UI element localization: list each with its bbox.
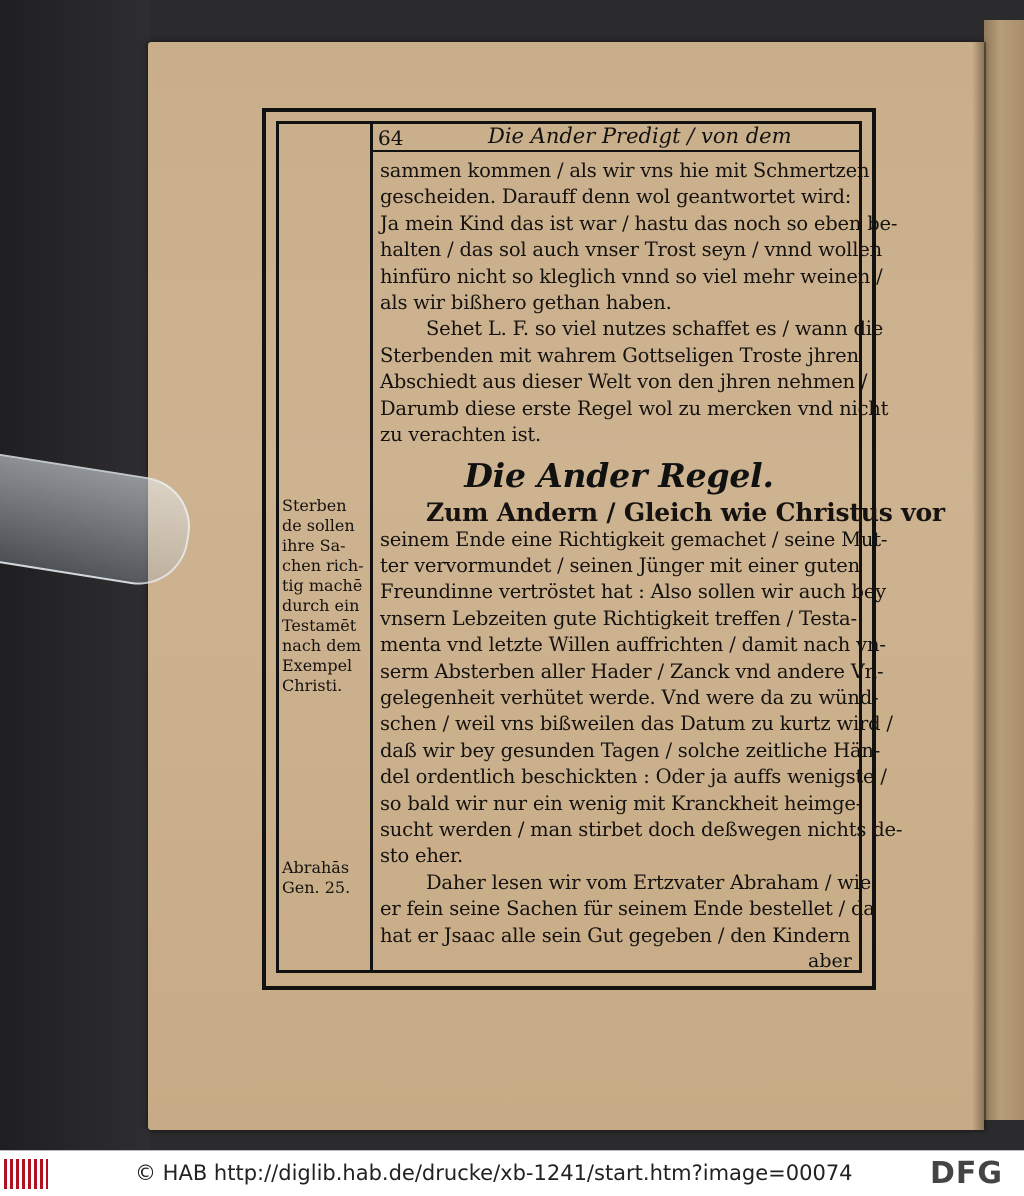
margin-line: chen rich- [282,556,364,575]
text-line: sammen kommen / als wir vns hie mit Schmertzen [380,159,870,182]
viewer-footer [0,1150,1024,1196]
margin-line: de sollen [282,516,355,535]
margin-line: Testamēt [282,616,357,635]
facing-page-edge [984,20,1024,1120]
margin-line: Exempel [282,656,353,675]
text-line: so bald wir nur ein wenig mit Kranckheit heimge- [380,791,863,815]
text-line: hinfüro nicht so kleglich vnnd so viel mehr weinen / [380,264,883,288]
margin-line: Abrahās [282,858,350,877]
text-line: del ordentlich beschickten : Oder ja auffs wenigste / [380,765,887,789]
margin-line: durch ein [282,596,360,615]
text-line: er fein seine Sachen für seinem Ende bestellet / da [380,897,875,921]
text-line: vnsern Lebzeiten gute Richtigkeit treffen / Testa- [380,606,857,630]
text-line: gescheiden. Darauff denn wol geantwortet wird: [380,185,852,209]
text-line: daß wir bey gesunden Tagen / solche zeitliche Hän- [380,738,881,762]
text-line: sucht werden / man stirbet doch deßwegen nichts de- [380,817,903,841]
margin-line: ihre Sa- [282,536,346,555]
text-line: Daher lesen wir vom Ertzvater Abraham / wie [426,870,872,894]
text-line: halten / das sol auch vnser Trost seyn / vnnd wollen [380,238,882,262]
page-number: 64 [378,126,404,150]
text-line: ter vervormundet / seinen Jünger mit einer guten [380,554,860,578]
margin-note-testament [282,496,368,696]
hab-logo-icon[interactable] [4,1159,48,1189]
text-line: Abschiedt aus dieser Welt von den jhren nehmen / [380,370,868,394]
margin-line: Christi. [282,676,343,695]
dfg-logo[interactable]: DFG [930,1156,1004,1191]
text-line: sto eher. [380,844,463,868]
text-line: hat er Jsaac alle sein Gut gegeben / den Kindern [380,923,851,947]
margin-line: Sterben [282,496,347,515]
text-line: Darumb diese erste Regel wol zu mercken vnd nicht [380,396,889,420]
text-line: menta vnd letzte Willen auffrichten / damit nach vn- [380,633,886,657]
text-line: seinem Ende eine Richtigkeit gemachet / seine Mut- [380,527,888,551]
text-line: serm Absterben aller Hader / Zanck vnd andere Vn- [380,659,884,683]
text-line: Ja mein Kind das ist war / hastu das noch so eben be- [380,211,898,235]
section-heading: Die Ander Regel. [464,456,774,496]
running-head: Die Ander Predigt / von dem [488,124,792,148]
text-line: Freundinne vertröstet hat : Also sollen wir auch bey [380,580,886,604]
text-line: Sehet L. F. so viel nutzes schaffet es / wann die [426,317,884,341]
margin-line: tig machē [282,576,363,595]
text-line: zu verachten ist. [380,422,542,446]
spine-shadow [972,42,986,1130]
source-credit-link[interactable]: © HAB http://diglib.hab.de/drucke/xb-1241/start.htm?image=00074 [135,1161,853,1185]
header-rule [373,150,862,152]
text-line: Sterbenden mit wahrem Gottseligen Troste jhren [380,343,859,367]
text-line: gelegenheit verhütet werde. Vnd were da zu wünd- [380,686,879,710]
catchword: aber [808,950,852,972]
text-line: als wir bißhero gethan haben. [380,290,672,314]
margin-column-rule [370,121,373,973]
text-line: schen / weil vns bißweilen das Datum zu kurtz wird / [380,712,893,736]
margin-line: nach dem [282,636,362,655]
main-text-block [380,158,945,949]
text-line: Zum Andern / Gleich wie Christus vor [426,498,945,528]
margin-note-abraham [282,858,368,898]
margin-line: Gen. 25. [282,878,351,897]
